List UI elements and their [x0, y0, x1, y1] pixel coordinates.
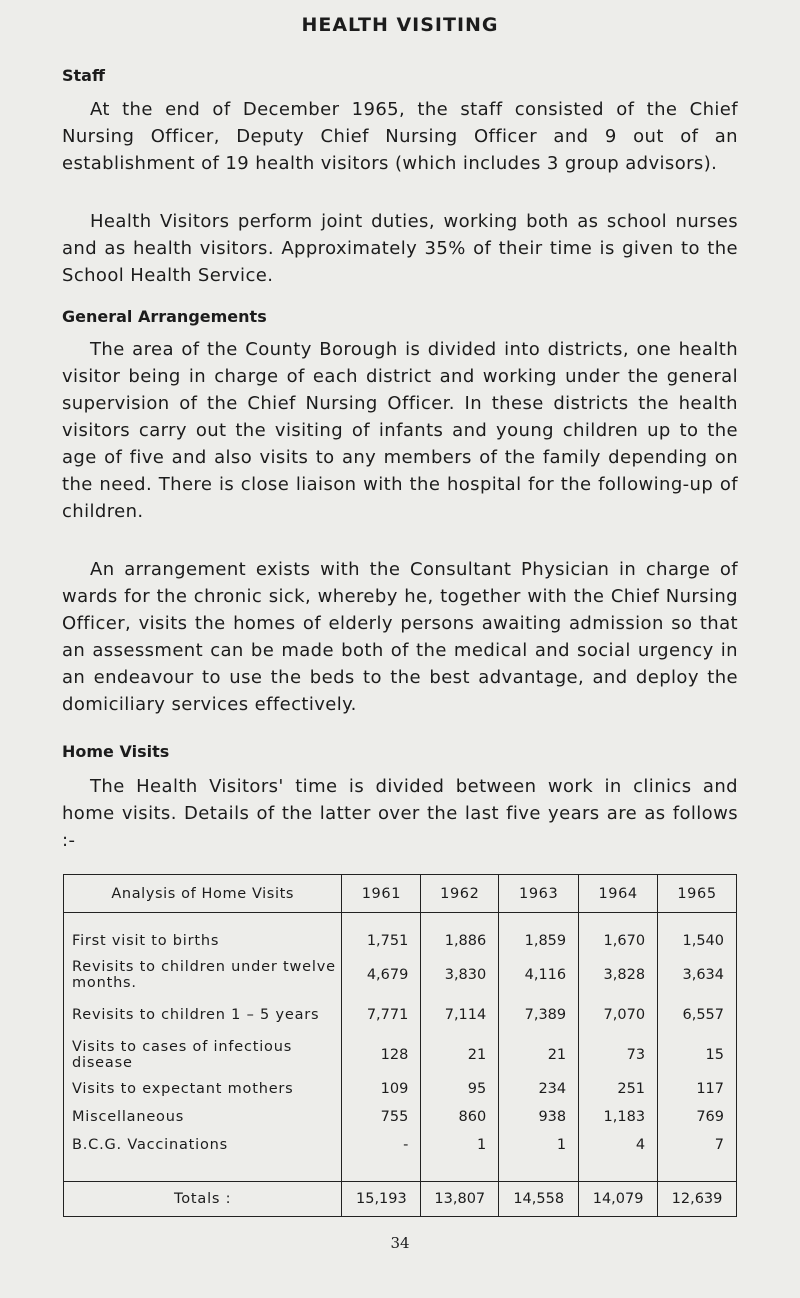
cell-value: 4 [579, 1131, 658, 1159]
year-header: 1962 [421, 875, 499, 913]
cell-value: 1 [499, 1131, 579, 1159]
home-visits-paragraph: The Health Visitors' time is divided between work in clinics and home visits. Details of the latter over the last five years are as follows :- [62, 776, 738, 851]
home-visits-table [63, 874, 737, 1217]
year-header: 1965 [658, 875, 737, 913]
year-header: 1964 [579, 875, 658, 913]
general-arrangements-heading: General Arrangements [62, 307, 267, 326]
table-row [64, 995, 737, 1035]
general-paragraph-2: An arrangement exists with the Consultant Physician in charge of wards for the chronic sick, whereby he, together with the Chief Nursing Officer, visits the homes of elderly persons awaiting admission so that an assessment can be made both of the medical and social urgency in an endeavour to use the beds to the best advantage, and deploy the domiciliary services effectively. [62, 559, 738, 715]
staff-heading: Staff [62, 66, 105, 85]
table-row [64, 955, 737, 995]
cell-value: 73 [579, 1035, 658, 1075]
cell-value: 95 [421, 1075, 499, 1103]
cell-value: 21 [499, 1035, 579, 1075]
cell-value: 6,557 [658, 995, 737, 1035]
home-visits-heading: Home Visits [62, 742, 170, 761]
table-spacer-row [64, 1159, 737, 1182]
cell-value: 1,183 [579, 1103, 658, 1131]
total-value: 13,807 [421, 1182, 499, 1217]
row-label: Miscellaneous [64, 1103, 342, 1131]
cell-value: 1,751 [342, 913, 421, 956]
cell-value: 4,679 [342, 955, 421, 995]
cell-value: 109 [342, 1075, 421, 1103]
totals-label: Totals : [64, 1182, 342, 1217]
cell-value: - [342, 1131, 421, 1159]
cell-value: 7,070 [579, 995, 658, 1035]
table-row [64, 1075, 737, 1103]
cell-value: 128 [342, 1035, 421, 1075]
cell-value: 4,116 [499, 955, 579, 995]
cell-value: 755 [342, 1103, 421, 1131]
staff-paragraph-2: Health Visitors perform joint duties, working both as school nurses and as health visitors. Approximately 35% of their time is given to the School Health Service. [62, 211, 738, 286]
cell-value: 1 [421, 1131, 499, 1159]
table-row [64, 913, 737, 956]
cell-value: 1,859 [499, 913, 579, 956]
cell-value: 3,634 [658, 955, 737, 995]
row-label: B.C.G. Vaccinations [64, 1131, 342, 1159]
page-title: HEALTH VISITING [301, 14, 499, 36]
cell-value: 1,540 [658, 913, 737, 956]
table-row [64, 1103, 737, 1131]
table-row [64, 1131, 737, 1159]
year-header: 1963 [499, 875, 579, 913]
row-label: Revisits to children under twelve months. [64, 955, 342, 995]
row-label: First visit to births [64, 913, 342, 956]
cell-value: 1,886 [421, 913, 499, 956]
cell-value: 938 [499, 1103, 579, 1131]
cell-value: 1,670 [579, 913, 658, 956]
cell-value: 7,114 [421, 995, 499, 1035]
cell-value: 769 [658, 1103, 737, 1131]
cell-value: 7 [658, 1131, 737, 1159]
cell-value: 15 [658, 1035, 737, 1075]
cell-value: 251 [579, 1075, 658, 1103]
cell-value: 7,771 [342, 995, 421, 1035]
table-header-label: Analysis of Home Visits [64, 875, 342, 913]
total-value: 14,079 [579, 1182, 658, 1217]
page-number: 34 [390, 1234, 410, 1252]
cell-value: 7,389 [499, 995, 579, 1035]
cell-value: 21 [421, 1035, 499, 1075]
total-value: 14,558 [499, 1182, 579, 1217]
staff-paragraph-1: At the end of December 1965, the staff consisted of the Chief Nursing Officer, Deputy Chief Nursing Officer and 9 out of an establishment of 19 health visitors (which includes 3 group advisors). [62, 99, 738, 174]
table-row [64, 1035, 737, 1075]
cell-value: 860 [421, 1103, 499, 1131]
general-paragraph-1: The area of the County Borough is divided into districts, one health visitor being in charge of each district and working under the general supervision of the Chief Nursing Officer. In these districts the health visitors carry out the visiting of infants and young children up to the age of five and also visits to any members of the family depending on the need. There is close liaison with the hospital for the following-up of children. [62, 339, 738, 522]
row-label: Visits to cases of infectious disease [64, 1035, 342, 1075]
row-label: Visits to expectant mothers [64, 1075, 342, 1103]
cell-value: 3,830 [421, 955, 499, 995]
total-value: 15,193 [342, 1182, 421, 1217]
cell-value: 3,828 [579, 955, 658, 995]
year-header: 1961 [342, 875, 421, 913]
table-header-row [64, 875, 737, 913]
total-value: 12,639 [658, 1182, 737, 1217]
cell-value: 117 [658, 1075, 737, 1103]
totals-row [64, 1182, 737, 1217]
cell-value: 234 [499, 1075, 579, 1103]
row-label: Revisits to children 1 – 5 years [64, 995, 342, 1035]
